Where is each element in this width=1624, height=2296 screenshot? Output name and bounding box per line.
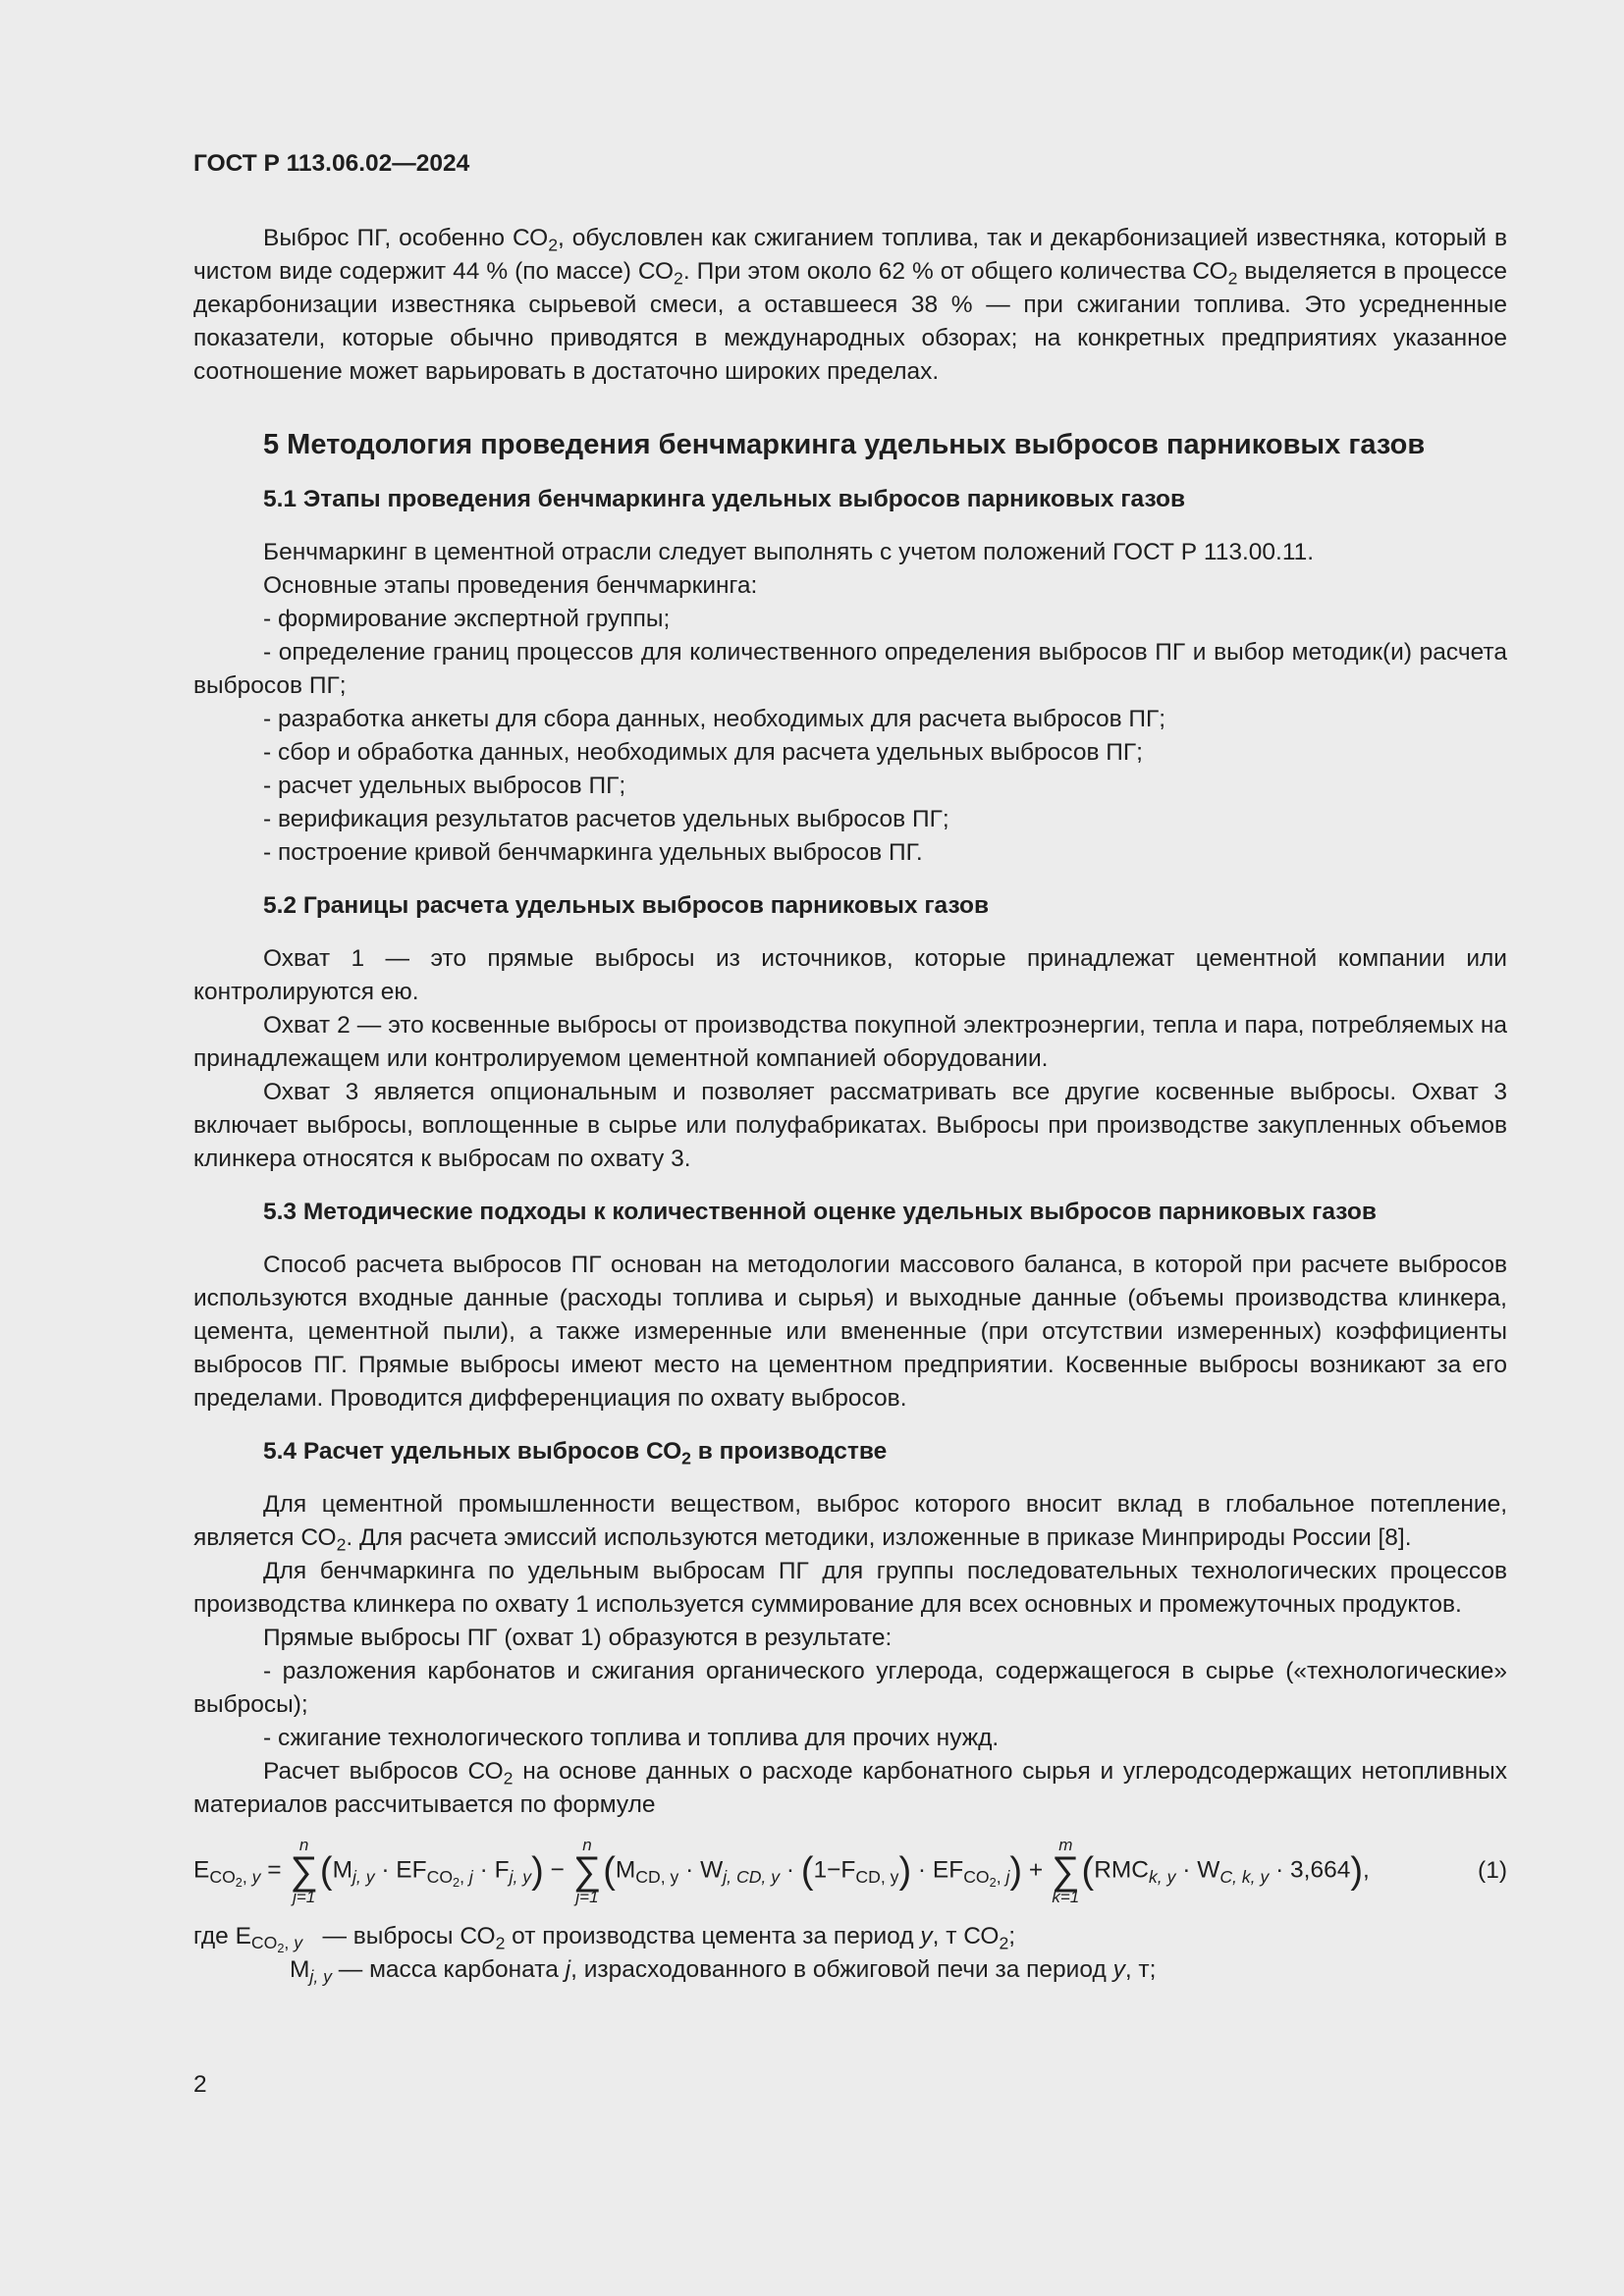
list-item: - формирование экспертной группы; [263,606,671,632]
section-5-2-paragraph: Охват 1 — это прямые выбросы из источников, которые принадлежат цементной компании или контролируются ею. [193,945,1507,1005]
list-item: - верификация результатов расчетов удельных выбросов ПГ; [263,806,949,832]
formula-number: (1) [1478,1857,1507,1884]
sum-symbol: m ∑ k=1 [1052,1836,1080,1906]
list-item: - определение границ процессов для количественного определения выбросов ПГ и выбор методик(и) расчета выбросов ПГ; [193,639,1507,699]
list-item: - сбор и обработка данных, необходимых для расчета удельных выбросов ПГ; [263,739,1143,766]
section-5-1-paragraph: Основные этапы проведения бенчмаркинга: [263,572,758,599]
section-5-4-paragraph: Для цементной промышленности веществом, выброс которого вносит вклад в глобальное потепление, является $СО_2$. Для расчета эмиссий используются методики, изложенные в приказе Минприроды России [8]. [193,1491,1507,1555]
section-5-1-title: 5.1 Этапы проведения бенчмаркинга удельных выбросов парниковых газов [263,486,1186,512]
document-code: ГОСТ Р 113.06.02—2024 [193,150,470,177]
section-5-4-paragraph: Расчет выбросов $СО_2$ на основе данных о расходе карбонатного сырья и углеродсодержащих нетопливных материалов рассчитывается по формуле [193,1758,1508,1818]
where-line: $M_{j, y}$ — масса карбоната j, израсходованного в обжиговой печи за период y, т; [290,1956,1157,1987]
intro-paragraph: Выброс ПГ, особенно $СО_2$, обусловлен как сжиганием топлива, так и декарбонизацией известняка, который в чистом виде содержит 44 % (по массе) $СО_2$. При этом около 62 % от общего количества $СО_2$ выделяется в процессе декарбонизации известняка сырьевой смеси, а оставшееся 38 % — при сжигании топлива. Это усредненные показатели, которые обычно приводятся в международных обзорах; на конкретных предприятиях указанное соотношение может варьировать в достаточно широких пределах. [193,225,1507,385]
section-5-4-paragraph: Для бенчмаркинга по удельным выбросам ПГ для группы последовательных технологических процессов производства клинкера по охвату 1 используется суммирование для всех основных и промежуточных продуктов. [193,1558,1507,1618]
section-5-1-paragraph: Бенчмаркинг в цементной отрасли следует выполнять с учетом положений ГОСТ Р 113.00.11. [263,539,1315,565]
section-5-2-paragraph: Охват 3 является опциональным и позволяет рассматривать все другие косвенные выбросы. Охват 3 включает выбросы, воплощенные в сырье или полуфабрикатах. Выбросы при производстве закупленных объемов клинкера относятся к выбросам по охвату 3. [193,1079,1507,1172]
section-5-title: 5 Методология проведения бенчмаркинга удельных выбросов парниковых газов [263,429,1426,460]
section-5-4-title: 5.4 Расчет удельных выбросов $СО_2$ в производстве [263,1438,888,1468]
section-5-2-paragraph: Охват 2 — это косвенные выбросы от производства покупной электроэнергии, тепла и пара, потребляемых на принадлежащем или контролируемом цементной компанией оборудовании. [193,1012,1507,1072]
sum-symbol: n ∑ j=1 [290,1836,318,1906]
section-5-3-title: 5.3 Методические подходы к количественной оценке удельных выбросов парниковых газов [263,1199,1377,1225]
section-5-4-paragraph: Прямые выбросы ПГ (охват 1) образуются в результате: [263,1625,893,1651]
page-number: 2 [193,2071,207,2098]
section-5-2-title: 5.2 Границы расчета удельных выбросов парниковых газов [263,892,990,919]
page-content [193,222,1507,1987]
list-item: - разработка анкеты для сбора данных, необходимых для расчета выбросов ПГ; [263,706,1166,732]
sum-symbol: n ∑ j=1 [572,1836,602,1906]
list-item: - построение кривой бенчмаркинга удельных выбросов ПГ. [263,839,923,866]
formula-1 [193,1822,1507,1920]
where-line: где $E_{CO_2, y}$ — выбросы $СО_2$ от производства цемента за период y, т $СО_2$; [193,1923,1016,1956]
list-item: - разложения карбонатов и сжигания органического углерода, содержащегося в сырье («технологические» выбросы); [193,1658,1507,1718]
list-item: - сжигание технологического топлива и топлива для прочих нужд. [263,1725,1000,1751]
list-item: - расчет удельных выбросов ПГ; [263,773,626,799]
section-5-3-paragraph: Способ расчета выбросов ПГ основан на методологии массового баланса, в которой при расчете выбросов используются входные данные (расходы топлива и сырья) и выходные данные (объемы производства клинкера, цемента, цементной пыли), а также измеренные или вмененные (при отсутствии измеренных) коэффициенты выбросов ПГ. Прямые выбросы имеют место на цементном предприятии. Косвенные выбросы возникают за его пределами. Проводится дифференциация по охвату выбросов. [193,1252,1507,1412]
formula-body: $E_{CO_2, y}$ = n ∑ j=1 $(M_{j, y} \cdot EF_{CO_2, j} \cdot F_{j, y})$ − n ∑ j=1 $(M_{CD, y} \cdot W_{j, CD, y} \cdot (1-F_{CD, y}) \cdot EF_{CO_2, j})$ + m ∑ k=1 $(RMC_{k, y} \cdot W_{C, k, y} \cdot 3,664)$, [193,1836,1370,1906]
